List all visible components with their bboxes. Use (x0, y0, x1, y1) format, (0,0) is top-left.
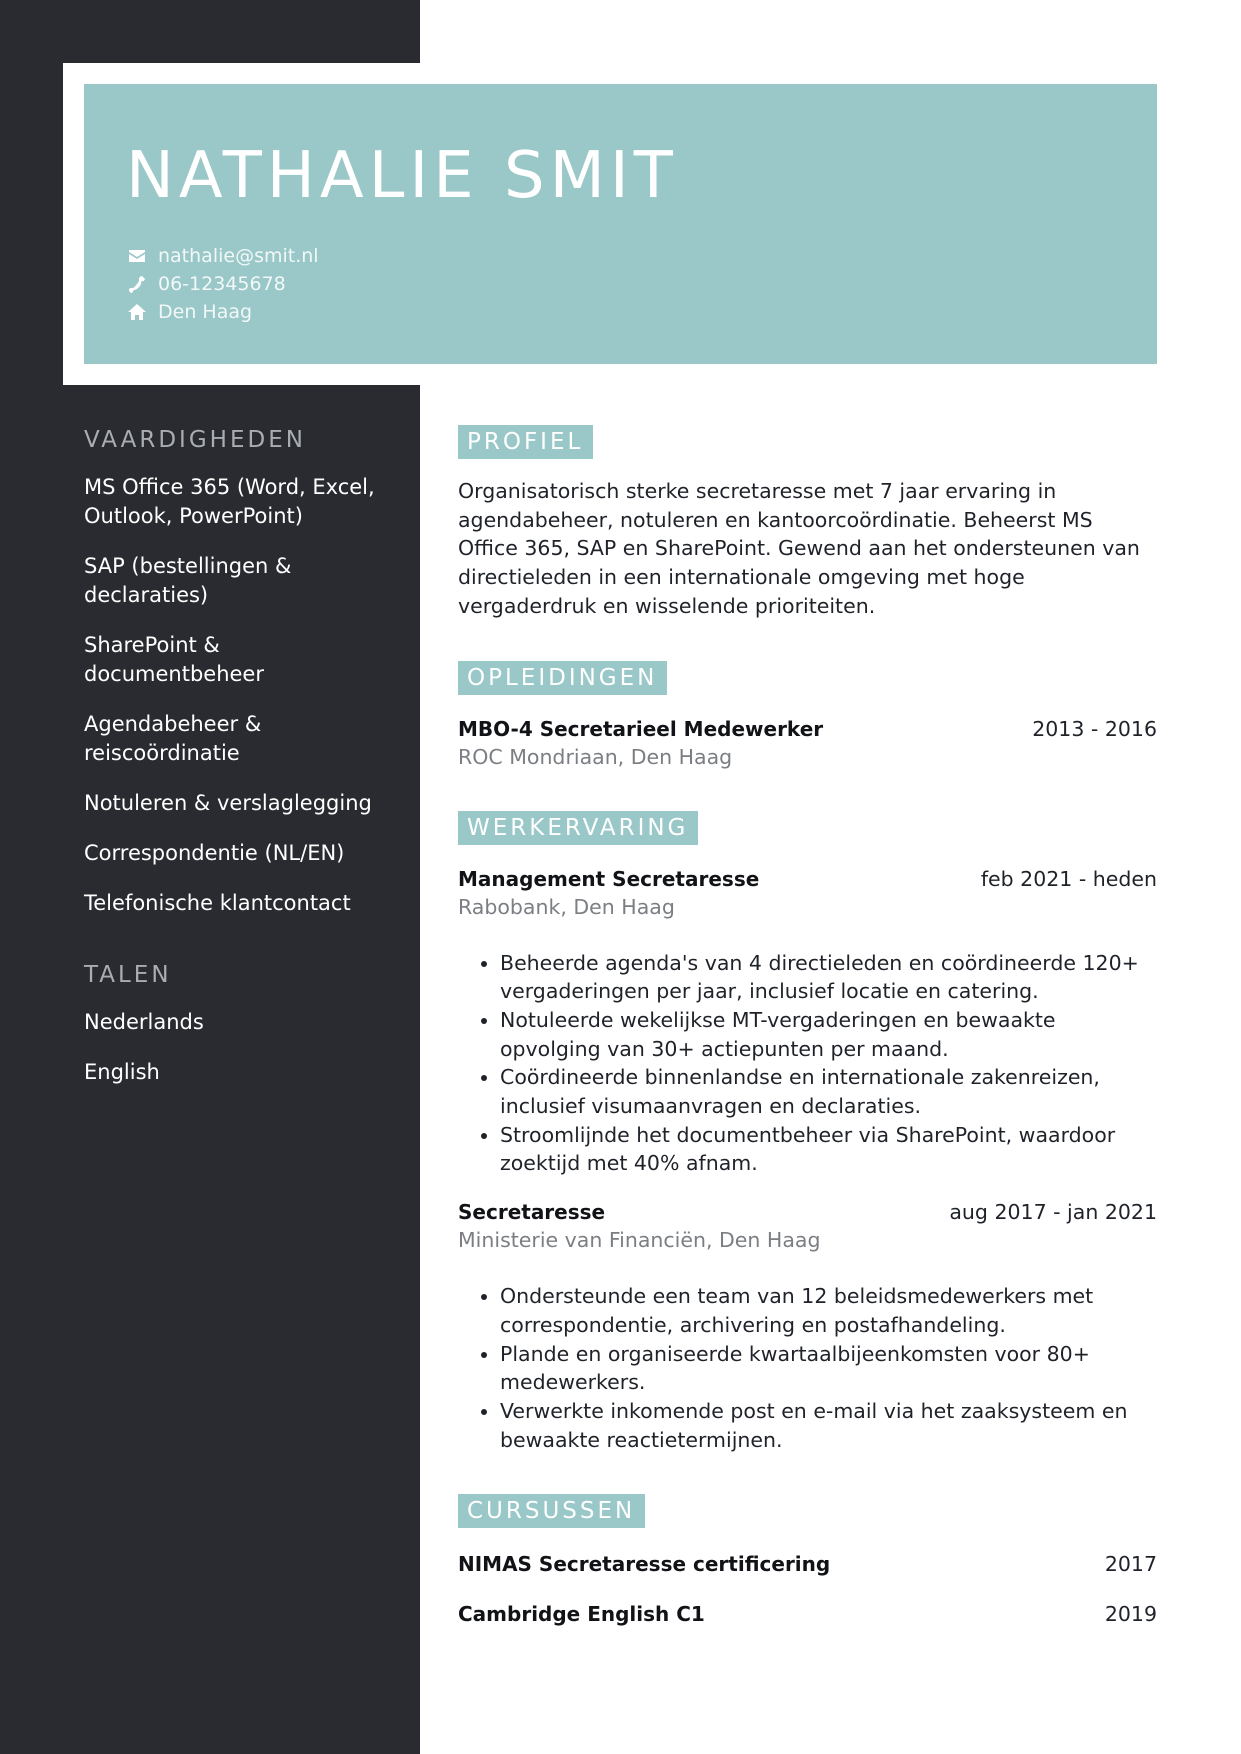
contact-location (126, 298, 1157, 326)
course-entry (458, 1600, 1157, 1628)
job-bullet: • Notuleerde wekelijkse MT-vergaderingen en bewaakte opvolging van 30+ actiepunten per maand. (500, 1006, 1157, 1063)
job-bullet: • Beheerde agenda's van 4 directieleden en coördineerde 120+ vergaderingen per jaar, inclusief locatie en catering. (500, 949, 1157, 1006)
skill-item: SharePoint & documentbeheer (84, 633, 264, 686)
contact-list (126, 242, 1157, 326)
course-year: 2019 (1104, 1602, 1157, 1627)
experience-heading: WERKERVARING (458, 811, 698, 845)
courses-heading: CURSUSSEN (458, 1494, 645, 1528)
candidate-name: NATHALIE SMIT (126, 139, 678, 213)
language-item: Nederlands (84, 1010, 204, 1034)
home-icon (126, 301, 148, 323)
skills-heading: VAARDIGHEDEN (84, 427, 306, 453)
skill-item: Agendabeheer & reiscoördinatie (84, 712, 262, 765)
education-heading: OPLEIDINGEN (458, 661, 667, 695)
main-content (458, 425, 1157, 1628)
education-section (458, 661, 1157, 771)
languages-heading: TALEN (84, 962, 172, 988)
job-entry (458, 865, 1157, 1179)
experience-section (458, 811, 1157, 1455)
skill-item: MS Office 365 (Word, Excel, Outlook, PowerPoint) (84, 475, 375, 528)
phone-icon (126, 273, 148, 295)
job-bullets (458, 949, 1157, 1179)
job-bullet: • Plande en organiseerde kwartaalbijeenkomsten voor 80+ medewerkers. (500, 1340, 1157, 1397)
skill-item: Correspondentie (NL/EN) (84, 841, 345, 865)
course-name: Cambridge English C1 (458, 1602, 705, 1627)
skill-item: Telefonische klantcontact (84, 891, 351, 915)
envelope-icon (126, 245, 148, 267)
education-entry (458, 715, 1157, 771)
education-dates: 2013 - 2016 (1032, 716, 1157, 741)
job-entry (458, 1198, 1157, 1454)
course-year: 2017 (1104, 1552, 1157, 1577)
job-dates: feb 2021 - heden (980, 866, 1157, 891)
job-bullet: • Ondersteunde een team van 12 beleidsmedewerkers met correspondentie, archivering en postafhandeling. (500, 1282, 1157, 1339)
job-role: Secretaresse (458, 1200, 606, 1225)
contact-email (126, 242, 1157, 270)
education-school: ROC Mondriaan, Den Haag (458, 744, 733, 769)
header (84, 84, 1157, 364)
course-entry (458, 1550, 1157, 1578)
contact-email-text[interactable]: nathalie@smit.nl (158, 245, 319, 267)
job-company: Rabobank, Den Haag (458, 894, 675, 919)
contact-phone-text: 06-12345678 (158, 273, 286, 295)
profile-text: Organisatorisch sterke secretaresse met 7 jaar ervaring in agendabeheer, notuleren en kantoorcoördinatie. Beheerst MS Office 365, SAP en SharePoint. Gewend aan het ondersteunen van directieleden in een internationale omgeving met hoge vergaderdruk en wisselende prioriteiten. (458, 479, 1140, 618)
education-degree: MBO-4 Secretarieel Medewerker (458, 716, 824, 741)
courses-section (458, 1494, 1157, 1628)
skill-item: Notuleren & verslaglegging (84, 791, 372, 815)
job-bullet: • Coördineerde binnenlandse en internationale zakenreizen, inclusief visumaanvragen en declaraties. (500, 1063, 1157, 1120)
job-role: Management Secretaresse (458, 866, 760, 891)
skill-item: SAP (bestellingen & declaraties) (84, 554, 292, 607)
contact-phone (126, 270, 1157, 298)
profile-heading: PROFIEL (458, 425, 593, 459)
languages-section (84, 960, 394, 1087)
contact-location-text: Den Haag (158, 301, 253, 323)
profile-section (458, 425, 1157, 621)
job-bullets (458, 1282, 1157, 1454)
job-company: Ministerie van Financiën, Den Haag (458, 1228, 821, 1253)
course-name: NIMAS Secretaresse certificering (458, 1552, 831, 1577)
job-bullet: • Verwerkte inkomende post en e-mail via het zaaksysteem en bewaakte reactietermijnen. (500, 1397, 1157, 1454)
sidebar (84, 425, 394, 1108)
language-item: English (84, 1060, 160, 1084)
job-dates: aug 2017 - jan 2021 (949, 1200, 1157, 1225)
job-bullet: • Stroomlijnde het documentbeheer via SharePoint, waardoor zoektijd met 40% afnam. (500, 1121, 1157, 1178)
